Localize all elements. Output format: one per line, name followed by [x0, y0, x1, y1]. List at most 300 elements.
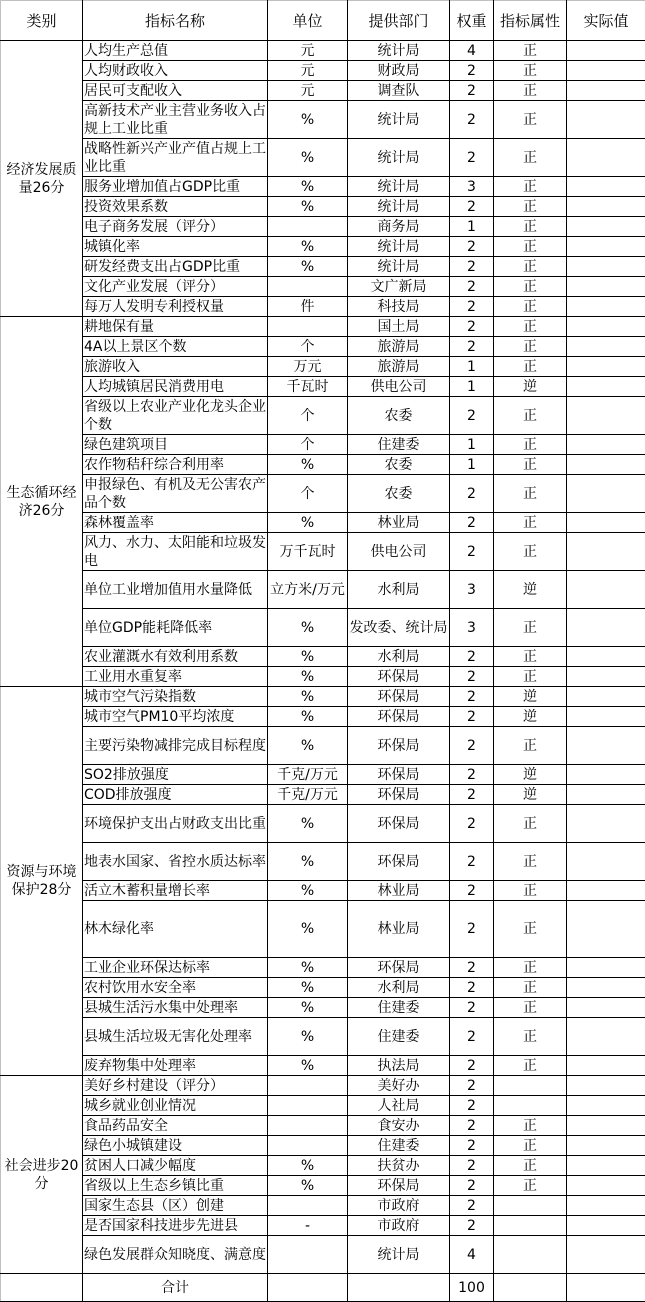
actual-value-cell[interactable] — [567, 513, 645, 533]
indicator-name-cell: 县城生活污水集中处理率 — [83, 998, 268, 1018]
total-attr-cell — [494, 1274, 567, 1302]
department-cell: 扶贫办 — [348, 1156, 450, 1176]
actual-value-cell[interactable] — [567, 1216, 645, 1236]
attribute-cell: 正 — [494, 1018, 567, 1056]
weight-cell: 2 — [450, 513, 494, 533]
indicator-name-cell: 投资效果系数 — [83, 197, 268, 217]
actual-value-cell[interactable] — [567, 197, 645, 217]
actual-value-cell[interactable] — [567, 765, 645, 785]
table-row — [1, 357, 645, 377]
attribute-cell: 正 — [494, 881, 567, 901]
weight-cell: 2 — [450, 337, 494, 357]
department-cell: 环保局 — [348, 1176, 450, 1196]
department-cell: 水利局 — [348, 647, 450, 667]
unit-cell: 个 — [268, 435, 348, 455]
attribute-cell: 正 — [494, 1116, 567, 1136]
department-cell: 统计局 — [348, 237, 450, 257]
total-row — [1, 1274, 645, 1302]
actual-value-cell[interactable] — [567, 727, 645, 765]
unit-cell: % — [268, 455, 348, 475]
unit-cell: % — [268, 139, 348, 177]
weight-cell: 2 — [450, 901, 494, 958]
indicator-name-cell: 县城生活垃圾无害化处理率 — [83, 1018, 268, 1056]
indicator-name-cell: 单位GDP能耗降低率 — [83, 609, 268, 647]
actual-value-cell[interactable] — [567, 843, 645, 881]
indicator-name-cell: 城镇化率 — [83, 237, 268, 257]
indicator-name-cell: 工业用水重复率 — [83, 667, 268, 687]
actual-value-cell[interactable] — [567, 257, 645, 277]
unit-cell: % — [268, 707, 348, 727]
department-cell: 人社局 — [348, 1096, 450, 1116]
table-row — [1, 1216, 645, 1236]
unit-cell: % — [268, 101, 348, 139]
table-row — [1, 958, 645, 978]
unit-cell — [268, 1196, 348, 1216]
department-cell: 统计局 — [348, 177, 450, 197]
indicator-name-cell: 申报绿色、有机及无公害农产品个数 — [83, 475, 268, 513]
department-cell: 环保局 — [348, 667, 450, 687]
attribute-cell: 逆 — [494, 785, 567, 805]
unit-cell: % — [268, 727, 348, 765]
actual-value-cell[interactable] — [567, 357, 645, 377]
weight-cell: 2 — [450, 317, 494, 337]
unit-cell: % — [268, 513, 348, 533]
attribute-cell: 正 — [494, 1176, 567, 1196]
attribute-cell: 正 — [494, 455, 567, 475]
actual-value-cell[interactable] — [567, 1076, 645, 1096]
unit-cell: % — [268, 1018, 348, 1056]
actual-value-cell[interactable] — [567, 101, 645, 139]
weight-cell: 2 — [450, 785, 494, 805]
unit-cell: % — [268, 901, 348, 958]
unit-cell: % — [268, 881, 348, 901]
indicator-name-cell: 旅游收入 — [83, 357, 268, 377]
attribute-cell — [494, 1076, 567, 1096]
department-cell: 农委 — [348, 397, 450, 435]
weight-cell: 2 — [450, 687, 494, 707]
table-row — [1, 1136, 645, 1156]
total-unit-cell — [268, 1274, 348, 1302]
table-row — [1, 571, 645, 609]
weight-cell: 2 — [450, 81, 494, 101]
attribute-cell: 正 — [494, 61, 567, 81]
unit-cell: 千瓦时 — [268, 377, 348, 397]
weight-cell: 2 — [450, 958, 494, 978]
weight-cell: 2 — [450, 1176, 494, 1196]
department-cell: 商务局 — [348, 217, 450, 237]
attribute-cell: 正 — [494, 1056, 567, 1076]
weight-cell: 3 — [450, 609, 494, 647]
table-row — [1, 1018, 645, 1056]
actual-value-cell[interactable] — [567, 1056, 645, 1076]
unit-cell: % — [268, 647, 348, 667]
unit-cell — [268, 217, 348, 237]
indicator-name-cell: 人均财政收入 — [83, 61, 268, 81]
attribute-cell: 正 — [494, 297, 567, 317]
weight-cell: 2 — [450, 1116, 494, 1136]
table-row — [1, 667, 645, 687]
department-cell: 林业局 — [348, 881, 450, 901]
weight-cell: 2 — [450, 805, 494, 843]
actual-value-cell[interactable] — [567, 377, 645, 397]
indicator-name-cell: 工业企业环保达标率 — [83, 958, 268, 978]
indicator-name-cell: 绿色发展群众知晓度、满意度 — [83, 1236, 268, 1274]
table-row — [1, 475, 645, 513]
indicator-name-cell: 城乡就业创业情况 — [83, 1096, 268, 1116]
actual-value-cell[interactable] — [567, 707, 645, 727]
table-row — [1, 317, 645, 337]
table-row — [1, 139, 645, 177]
attribute-cell — [494, 1096, 567, 1116]
department-cell: 执法局 — [348, 1056, 450, 1076]
table-row — [1, 881, 645, 901]
weight-cell: 2 — [450, 197, 494, 217]
unit-cell: % — [268, 958, 348, 978]
total-dept-cell — [348, 1274, 450, 1302]
weight-cell: 3 — [450, 571, 494, 609]
actual-value-cell[interactable] — [567, 609, 645, 647]
department-cell: 统计局 — [348, 101, 450, 139]
department-cell: 环保局 — [348, 687, 450, 707]
attribute-cell: 正 — [494, 998, 567, 1018]
unit-cell: % — [268, 978, 348, 998]
table-row — [1, 435, 645, 455]
unit-cell — [268, 1096, 348, 1116]
actual-value-cell[interactable] — [567, 1236, 645, 1274]
header-department: 提供部门 — [348, 1, 450, 41]
weight-cell: 2 — [450, 1018, 494, 1056]
actual-value-cell[interactable] — [567, 217, 645, 237]
actual-value-cell[interactable] — [567, 277, 645, 297]
table-body — [1, 41, 645, 1274]
table-row — [1, 455, 645, 475]
department-cell: 美好办 — [348, 1076, 450, 1096]
unit-cell — [268, 317, 348, 337]
actual-value-cell[interactable] — [567, 177, 645, 197]
indicator-name-cell: 贫困人口减少幅度 — [83, 1156, 268, 1176]
indicator-name-cell: 环境保护支出占财政支出比重 — [83, 805, 268, 843]
weight-cell: 2 — [450, 667, 494, 687]
unit-cell: 千克/万元 — [268, 765, 348, 785]
actual-value-cell[interactable] — [567, 317, 645, 337]
actual-value-cell[interactable] — [567, 139, 645, 177]
indicator-name-cell: 是否国家科技进步先进县 — [83, 1216, 268, 1236]
table-row — [1, 1116, 645, 1136]
actual-value-cell[interactable] — [567, 998, 645, 1018]
indicator-name-cell: 农作物秸秆综合利用率 — [83, 455, 268, 475]
department-cell: 旅游局 — [348, 337, 450, 357]
category-cell: 经济发展质量26分 — [1, 41, 83, 317]
unit-cell: % — [268, 1056, 348, 1076]
actual-value-cell[interactable] — [567, 297, 645, 317]
indicator-name-cell: SO2排放强度 — [83, 765, 268, 785]
actual-value-cell[interactable] — [567, 978, 645, 998]
department-cell: 住建委 — [348, 1136, 450, 1156]
attribute-cell: 正 — [494, 237, 567, 257]
actual-value-cell[interactable] — [567, 1176, 645, 1196]
table-row — [1, 978, 645, 998]
indicator-name-cell: 研发经费支出占GDP比重 — [83, 257, 268, 277]
table-row — [1, 513, 645, 533]
header-weight: 权重 — [450, 1, 494, 41]
actual-value-cell[interactable] — [567, 667, 645, 687]
table-row — [1, 41, 645, 61]
table-row — [1, 609, 645, 647]
weight-cell: 1 — [450, 435, 494, 455]
weight-cell: 2 — [450, 1196, 494, 1216]
actual-value-cell[interactable] — [567, 785, 645, 805]
department-cell: 国土局 — [348, 317, 450, 337]
table-row — [1, 377, 645, 397]
table-row — [1, 61, 645, 81]
actual-value-cell[interactable] — [567, 61, 645, 81]
actual-value-cell[interactable] — [567, 1018, 645, 1056]
actual-value-cell[interactable] — [567, 1156, 645, 1176]
attribute-cell: 逆 — [494, 687, 567, 707]
indicator-name-cell: COD排放强度 — [83, 785, 268, 805]
department-cell: 住建委 — [348, 998, 450, 1018]
total-weight: 100 — [450, 1274, 494, 1302]
weight-cell: 2 — [450, 727, 494, 765]
attribute-cell: 正 — [494, 277, 567, 297]
actual-value-cell[interactable] — [567, 805, 645, 843]
attribute-cell: 逆 — [494, 377, 567, 397]
actual-value-cell[interactable] — [567, 1096, 645, 1116]
department-cell: 统计局 — [348, 1236, 450, 1274]
indicator-name-cell: 废弃物集中处理率 — [83, 1056, 268, 1076]
actual-value-cell[interactable] — [567, 435, 645, 455]
attribute-cell: 正 — [494, 101, 567, 139]
indicator-name-cell: 食品药品安全 — [83, 1116, 268, 1136]
actual-value-cell[interactable] — [567, 81, 645, 101]
attribute-cell: 正 — [494, 1156, 567, 1176]
unit-cell: % — [268, 998, 348, 1018]
department-cell: 水利局 — [348, 978, 450, 998]
weight-cell: 2 — [450, 1096, 494, 1116]
actual-value-cell[interactable] — [567, 958, 645, 978]
table-row — [1, 805, 645, 843]
weight-cell: 4 — [450, 1236, 494, 1274]
indicator-name-cell: 耕地保有量 — [83, 317, 268, 337]
weight-cell: 2 — [450, 1056, 494, 1076]
unit-cell: % — [268, 237, 348, 257]
actual-value-cell[interactable] — [567, 647, 645, 667]
actual-value-cell[interactable] — [567, 41, 645, 61]
actual-value-cell[interactable] — [567, 881, 645, 901]
weight-cell: 2 — [450, 257, 494, 277]
unit-cell: % — [268, 667, 348, 687]
indicator-name-cell: 人均城镇居民消费用电 — [83, 377, 268, 397]
table-row — [1, 1196, 645, 1216]
department-cell: 林业局 — [348, 901, 450, 958]
attribute-cell: 正 — [494, 901, 567, 958]
weight-cell: 2 — [450, 1136, 494, 1156]
unit-cell: 元 — [268, 61, 348, 81]
unit-cell: % — [268, 687, 348, 707]
department-cell: 水利局 — [348, 571, 450, 609]
attribute-cell: 正 — [494, 609, 567, 647]
weight-cell: 2 — [450, 101, 494, 139]
table-row — [1, 1076, 645, 1096]
attribute-cell: 正 — [494, 727, 567, 765]
unit-cell: 个 — [268, 475, 348, 513]
indicator-name-cell: 美好乡村建设（评分） — [83, 1076, 268, 1096]
weight-cell: 1 — [450, 455, 494, 475]
table-row — [1, 707, 645, 727]
weight-cell: 2 — [450, 881, 494, 901]
department-cell: 调查队 — [348, 81, 450, 101]
department-cell: 供电公司 — [348, 533, 450, 571]
attribute-cell: 正 — [494, 805, 567, 843]
unit-cell: 立方米/万元 — [268, 571, 348, 609]
table-row — [1, 177, 645, 197]
actual-value-cell[interactable] — [567, 1136, 645, 1156]
department-cell: 住建委 — [348, 1018, 450, 1056]
department-cell: 统计局 — [348, 197, 450, 217]
indicator-name-cell: 风力、水力、太阳能和垃圾发电 — [83, 533, 268, 571]
unit-cell: 元 — [268, 41, 348, 61]
attribute-cell — [494, 1196, 567, 1216]
indicator-name-cell: 省级以上农业产业化龙头企业个数 — [83, 397, 268, 435]
weight-cell: 1 — [450, 357, 494, 377]
header-row — [1, 1, 645, 41]
indicator-name-cell: 战略性新兴产业产值占规上工业比重 — [83, 139, 268, 177]
unit-cell: - — [268, 1216, 348, 1236]
indicator-name-cell: 服务业增加值占GDP比重 — [83, 177, 268, 197]
indicator-name-cell: 单位工业增加值用水量降低 — [83, 571, 268, 609]
weight-cell: 2 — [450, 61, 494, 81]
unit-cell: 个 — [268, 397, 348, 435]
actual-value-cell[interactable] — [567, 337, 645, 357]
attribute-cell: 正 — [494, 475, 567, 513]
table-row — [1, 901, 645, 958]
header-category: 类别 — [1, 1, 83, 41]
indicator-name-cell: 城市空气污染指数 — [83, 687, 268, 707]
actual-value-cell[interactable] — [567, 1196, 645, 1216]
weight-cell: 2 — [450, 397, 494, 435]
indicator-name-cell: 活立木蓄积量增长率 — [83, 881, 268, 901]
indicator-name-cell: 农业灌溉水有效利用系数 — [83, 647, 268, 667]
unit-cell: % — [268, 843, 348, 881]
attribute-cell: 正 — [494, 843, 567, 881]
actual-value-cell[interactable] — [567, 533, 645, 571]
attribute-cell: 正 — [494, 337, 567, 357]
table-row — [1, 257, 645, 277]
department-cell: 环保局 — [348, 707, 450, 727]
table-row — [1, 237, 645, 257]
table-row — [1, 1156, 645, 1176]
department-cell: 市政府 — [348, 1196, 450, 1216]
attribute-cell: 逆 — [494, 571, 567, 609]
department-cell: 住建委 — [348, 435, 450, 455]
unit-cell: % — [268, 177, 348, 197]
indicator-name-cell: 城市空气PM10平均浓度 — [83, 707, 268, 727]
category-cell: 社会进步20分 — [1, 1076, 83, 1274]
table-row — [1, 533, 645, 571]
department-cell: 统计局 — [348, 41, 450, 61]
table-row — [1, 217, 645, 237]
indicator-name-cell: 地表水国家、省控水质达标率 — [83, 843, 268, 881]
total-actual-cell[interactable] — [567, 1274, 645, 1302]
category-cell: 资源与环境保护28分 — [1, 687, 83, 1076]
weight-cell: 1 — [450, 217, 494, 237]
actual-value-cell[interactable] — [567, 687, 645, 707]
table-row — [1, 1176, 645, 1196]
weight-cell: 2 — [450, 707, 494, 727]
attribute-cell: 正 — [494, 958, 567, 978]
actual-value-cell[interactable] — [567, 397, 645, 435]
weight-cell: 2 — [450, 1156, 494, 1176]
attribute-cell: 正 — [494, 647, 567, 667]
weight-cell: 2 — [450, 475, 494, 513]
department-cell: 财政局 — [348, 61, 450, 81]
attribute-cell: 正 — [494, 435, 567, 455]
unit-cell — [268, 277, 348, 297]
indicator-name-cell: 每万人发明专利授权量 — [83, 297, 268, 317]
weight-cell: 2 — [450, 139, 494, 177]
table-row — [1, 1236, 645, 1274]
actual-value-cell[interactable] — [567, 571, 645, 609]
indicator-name-cell: 居民可支配收入 — [83, 81, 268, 101]
unit-cell — [268, 1076, 348, 1096]
weight-cell: 3 — [450, 177, 494, 197]
header-unit: 单位 — [268, 1, 348, 41]
weight-cell: 2 — [450, 533, 494, 571]
unit-cell: % — [268, 805, 348, 843]
weight-cell: 2 — [450, 647, 494, 667]
actual-value-cell[interactable] — [567, 901, 645, 958]
indicator-name-cell: 电子商务发展（评分） — [83, 217, 268, 237]
unit-cell: 元 — [268, 81, 348, 101]
total-category-cell — [1, 1274, 83, 1302]
unit-cell: 件 — [268, 297, 348, 317]
indicator-name-cell: 绿色建筑项目 — [83, 435, 268, 455]
unit-cell: 万千瓦时 — [268, 533, 348, 571]
attribute-cell: 正 — [494, 513, 567, 533]
actual-value-cell[interactable] — [567, 455, 645, 475]
weight-cell: 2 — [450, 843, 494, 881]
unit-cell: % — [268, 1176, 348, 1196]
weight-cell: 4 — [450, 41, 494, 61]
weight-cell: 2 — [450, 277, 494, 297]
indicator-name-cell: 高新技术产业主营业务收入占规上工业比重 — [83, 101, 268, 139]
department-cell: 供电公司 — [348, 377, 450, 397]
department-cell: 环保局 — [348, 843, 450, 881]
unit-cell: 个 — [268, 337, 348, 357]
indicator-name-cell: 国家生态县（区）创建 — [83, 1196, 268, 1216]
attribute-cell: 正 — [494, 217, 567, 237]
table-row — [1, 687, 645, 707]
header-indicator: 指标名称 — [83, 1, 268, 41]
department-cell: 环保局 — [348, 785, 450, 805]
department-cell: 发改委、统计局 — [348, 609, 450, 647]
table-row — [1, 337, 645, 357]
table-row — [1, 1096, 645, 1116]
department-cell: 环保局 — [348, 765, 450, 785]
actual-value-cell[interactable] — [567, 237, 645, 257]
attribute-cell: 逆 — [494, 707, 567, 727]
weight-cell: 2 — [450, 978, 494, 998]
actual-value-cell[interactable] — [567, 475, 645, 513]
actual-value-cell[interactable] — [567, 1116, 645, 1136]
attribute-cell: 正 — [494, 397, 567, 435]
unit-cell: % — [268, 197, 348, 217]
table-row — [1, 1056, 645, 1076]
header-actual: 实际值 — [567, 1, 645, 41]
weight-cell: 2 — [450, 1076, 494, 1096]
table-row — [1, 81, 645, 101]
table-row — [1, 397, 645, 435]
